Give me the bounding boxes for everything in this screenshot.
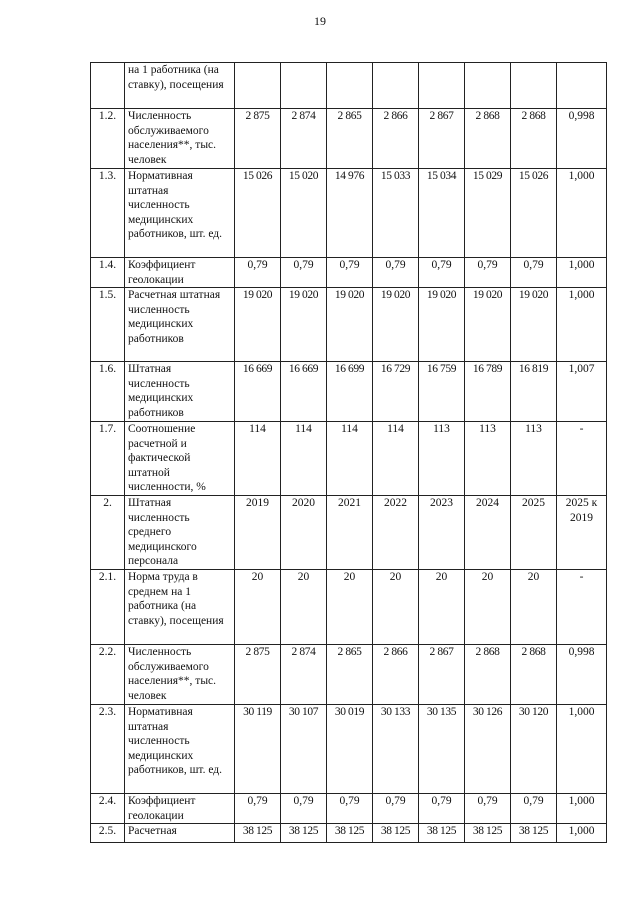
ratio-cell: 2025 к 2019 xyxy=(557,496,607,570)
row-number-cell: 2.3. xyxy=(91,705,125,794)
row-number-cell: 2. xyxy=(91,496,125,570)
table-row xyxy=(91,362,607,422)
year-value-cell: 15 033 xyxy=(373,169,419,258)
year-value-cell: 15 026 xyxy=(235,169,281,258)
year-value-cell: 16 819 xyxy=(511,362,557,422)
year-value-cell: 2 865 xyxy=(327,109,373,169)
year-value-cell: 2022 xyxy=(373,496,419,570)
indicator-label-cell: Соотношение расчетной и фактической штатной численности, % xyxy=(125,422,235,496)
year-value-cell: 30 120 xyxy=(511,705,557,794)
indicator-label-cell: Расчетная xyxy=(125,824,235,843)
row-number-cell: 2.5. xyxy=(91,824,125,843)
table-body xyxy=(91,63,607,843)
year-value-cell: 0,79 xyxy=(511,794,557,824)
ratio-cell: 1,000 xyxy=(557,824,607,843)
year-value-cell: 30 126 xyxy=(465,705,511,794)
year-value-cell xyxy=(327,63,373,109)
year-value-cell: 19 020 xyxy=(281,288,327,362)
indicator-label-cell: Численность обслуживаемого населения**, тыс. человек xyxy=(125,109,235,169)
year-value-cell: 0,79 xyxy=(235,258,281,288)
year-value-cell: 20 xyxy=(511,570,557,645)
year-value-cell: 0,79 xyxy=(327,258,373,288)
year-value-cell: 2020 xyxy=(281,496,327,570)
ratio-cell: 1,000 xyxy=(557,705,607,794)
table-row xyxy=(91,705,607,794)
year-value-cell: 0,79 xyxy=(373,794,419,824)
year-value-cell: 30 133 xyxy=(373,705,419,794)
year-value-cell: 0,79 xyxy=(281,794,327,824)
year-value-cell: 38 125 xyxy=(373,824,419,843)
ratio-cell xyxy=(557,63,607,109)
year-value-cell: 30 019 xyxy=(327,705,373,794)
year-value-cell: 2 866 xyxy=(373,645,419,705)
year-value-cell: 38 125 xyxy=(281,824,327,843)
year-value-cell: 0,79 xyxy=(419,794,465,824)
year-value-cell: 2024 xyxy=(465,496,511,570)
year-value-cell: 19 020 xyxy=(235,288,281,362)
year-value-cell: 113 xyxy=(465,422,511,496)
year-value-cell: 38 125 xyxy=(511,824,557,843)
year-value-cell xyxy=(281,63,327,109)
table-row xyxy=(91,288,607,362)
year-value-cell: 2 868 xyxy=(511,645,557,705)
year-value-cell: 20 xyxy=(465,570,511,645)
year-value-cell xyxy=(511,63,557,109)
year-value-cell: 19 020 xyxy=(511,288,557,362)
year-value-cell: 20 xyxy=(373,570,419,645)
year-value-cell: 114 xyxy=(235,422,281,496)
year-value-cell: 0,79 xyxy=(465,794,511,824)
year-value-cell: 0,79 xyxy=(465,258,511,288)
year-value-cell: 16 789 xyxy=(465,362,511,422)
table-row xyxy=(91,824,607,843)
year-value-cell: 38 125 xyxy=(419,824,465,843)
year-value-cell: 113 xyxy=(419,422,465,496)
table-row xyxy=(91,258,607,288)
year-value-cell: 15 020 xyxy=(281,169,327,258)
row-number-cell: 1.3. xyxy=(91,169,125,258)
indicators-table xyxy=(90,62,607,843)
year-value-cell: 38 125 xyxy=(465,824,511,843)
year-value-cell: 0,79 xyxy=(419,258,465,288)
row-number-cell: 2.4. xyxy=(91,794,125,824)
year-value-cell: 2 867 xyxy=(419,645,465,705)
year-value-cell xyxy=(465,63,511,109)
year-value-cell: 20 xyxy=(327,570,373,645)
year-value-cell: 30 119 xyxy=(235,705,281,794)
year-value-cell: 30 135 xyxy=(419,705,465,794)
year-value-cell: 114 xyxy=(327,422,373,496)
indicator-label-cell: Штатная численность медицинских работников xyxy=(125,362,235,422)
year-value-cell: 2023 xyxy=(419,496,465,570)
row-number-cell: 1.2. xyxy=(91,109,125,169)
year-value-cell xyxy=(373,63,419,109)
page-number: 19 xyxy=(314,14,326,28)
indicator-label-cell: Коэффициент геолокации xyxy=(125,794,235,824)
year-value-cell: 113 xyxy=(511,422,557,496)
year-value-cell: 114 xyxy=(373,422,419,496)
year-value-cell: 19 020 xyxy=(465,288,511,362)
year-value-cell: 15 026 xyxy=(511,169,557,258)
year-value-cell: 20 xyxy=(419,570,465,645)
year-value-cell: 2019 xyxy=(235,496,281,570)
ratio-cell: 0,998 xyxy=(557,645,607,705)
ratio-cell: - xyxy=(557,422,607,496)
year-value-cell: 2021 xyxy=(327,496,373,570)
year-value-cell: 2 865 xyxy=(327,645,373,705)
year-value-cell xyxy=(235,63,281,109)
row-number-cell xyxy=(91,63,125,109)
table-row xyxy=(91,794,607,824)
year-value-cell: 2 875 xyxy=(235,109,281,169)
year-value-cell: 38 125 xyxy=(327,824,373,843)
year-value-cell xyxy=(419,63,465,109)
year-value-cell: 2 868 xyxy=(465,645,511,705)
ratio-cell: 1,000 xyxy=(557,288,607,362)
ratio-cell: 1,007 xyxy=(557,362,607,422)
table-row xyxy=(91,109,607,169)
year-value-cell: 38 125 xyxy=(235,824,281,843)
row-number-cell: 1.4. xyxy=(91,258,125,288)
indicator-label-cell: Штатная численность среднего медицинского персонала xyxy=(125,496,235,570)
indicator-label-cell: Коэффициент геолокации xyxy=(125,258,235,288)
year-value-cell: 0,79 xyxy=(327,794,373,824)
year-value-cell: 20 xyxy=(235,570,281,645)
table-row xyxy=(91,63,607,109)
year-value-cell: 2 874 xyxy=(281,645,327,705)
year-value-cell: 16 669 xyxy=(235,362,281,422)
indicator-label-cell: Расчетная штатная численность медицинских работников xyxy=(125,288,235,362)
year-value-cell: 2 867 xyxy=(419,109,465,169)
year-value-cell: 0,79 xyxy=(373,258,419,288)
year-value-cell: 16 729 xyxy=(373,362,419,422)
year-value-cell: 19 020 xyxy=(373,288,419,362)
year-value-cell: 2025 xyxy=(511,496,557,570)
ratio-cell: - xyxy=(557,570,607,645)
ratio-cell: 1,000 xyxy=(557,258,607,288)
row-number-cell: 1.7. xyxy=(91,422,125,496)
year-value-cell: 114 xyxy=(281,422,327,496)
ratio-cell: 1,000 xyxy=(557,794,607,824)
year-value-cell: 0,79 xyxy=(235,794,281,824)
table-row xyxy=(91,570,607,645)
year-value-cell: 2 868 xyxy=(511,109,557,169)
year-value-cell: 19 020 xyxy=(327,288,373,362)
row-number-cell: 1.5. xyxy=(91,288,125,362)
year-value-cell: 15 034 xyxy=(419,169,465,258)
year-value-cell: 16 669 xyxy=(281,362,327,422)
year-value-cell: 16 759 xyxy=(419,362,465,422)
table-row xyxy=(91,496,607,570)
indicator-label-cell: Численность обслуживаемого населения**, тыс. человек xyxy=(125,645,235,705)
year-value-cell: 14 976 xyxy=(327,169,373,258)
year-value-cell: 15 029 xyxy=(465,169,511,258)
ratio-cell: 0,998 xyxy=(557,109,607,169)
indicator-label-cell: Нормативная штатная численность медицинских работников, шт. ед. xyxy=(125,705,235,794)
table-row xyxy=(91,645,607,705)
year-value-cell: 0,79 xyxy=(281,258,327,288)
row-number-cell: 1.6. xyxy=(91,362,125,422)
year-value-cell: 2 875 xyxy=(235,645,281,705)
table-row xyxy=(91,169,607,258)
ratio-cell: 1,000 xyxy=(557,169,607,258)
year-value-cell: 2 868 xyxy=(465,109,511,169)
year-value-cell: 16 699 xyxy=(327,362,373,422)
indicator-label-cell: Нормативная штатная численность медицинских работников, шт. ед. xyxy=(125,169,235,258)
indicator-label-cell: Норма труда в среднем на 1 работника (на ставку), посещения xyxy=(125,570,235,645)
year-value-cell: 20 xyxy=(281,570,327,645)
year-value-cell: 2 874 xyxy=(281,109,327,169)
indicator-label-cell: на 1 работника (на ставку), посещения xyxy=(125,63,235,109)
year-value-cell: 0,79 xyxy=(511,258,557,288)
year-value-cell: 2 866 xyxy=(373,109,419,169)
row-number-cell: 2.2. xyxy=(91,645,125,705)
row-number-cell: 2.1. xyxy=(91,570,125,645)
year-value-cell: 19 020 xyxy=(419,288,465,362)
year-value-cell: 30 107 xyxy=(281,705,327,794)
table-row xyxy=(91,422,607,496)
